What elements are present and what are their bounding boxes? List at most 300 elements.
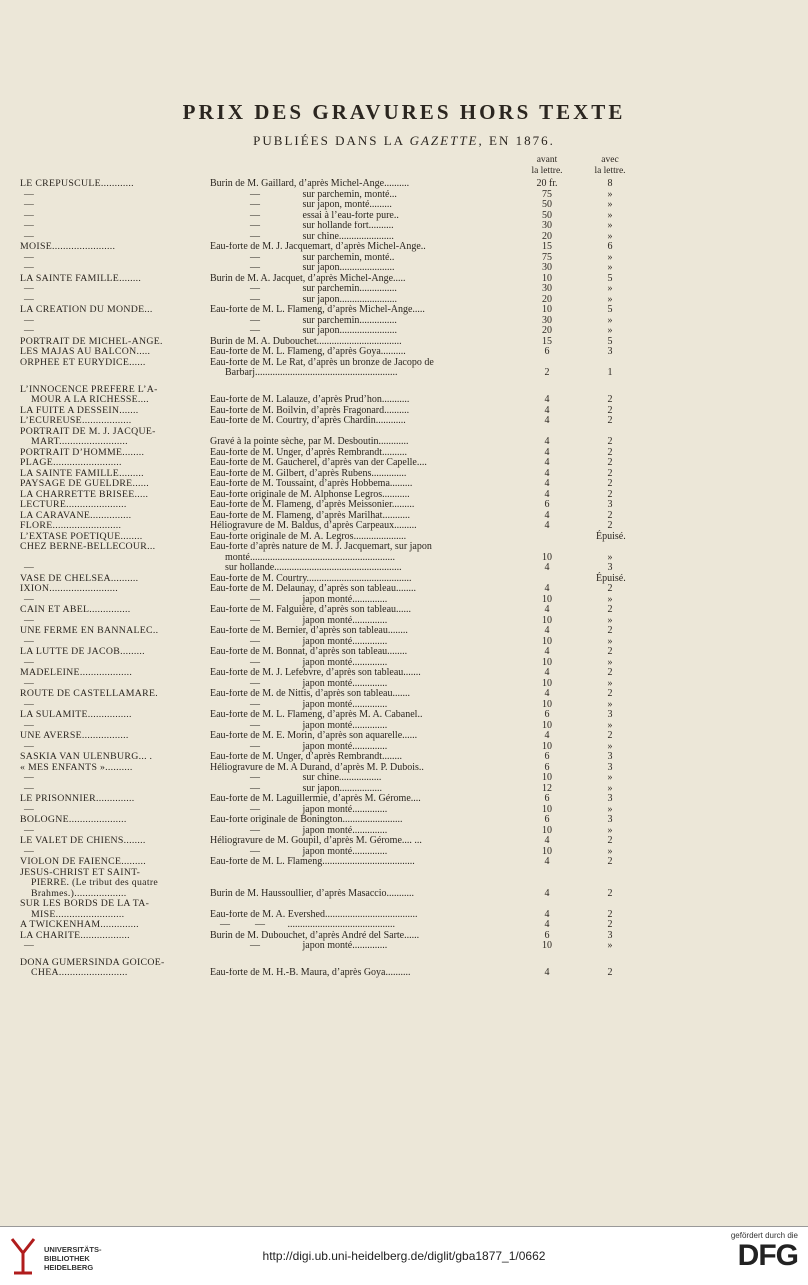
price-avec: 2: [607, 887, 613, 899]
engraving-title: —: [24, 720, 35, 731]
price-avant: 10: [542, 772, 552, 783]
engraving-description: Héliogravure de M. A Durand, d’après M. P. Dubois..: [210, 762, 424, 773]
price-avec: 3: [607, 709, 613, 720]
price-avec: »: [607, 614, 613, 626]
list-item: [0, 679, 808, 690]
engraving-title: UNE AVERSE.................: [20, 731, 129, 741]
list-item: [0, 211, 808, 222]
engraving-title: MOUR A LA RICHESSE....: [20, 395, 149, 405]
price-avant: 20: [542, 293, 552, 305]
dfg-wordmark: DFG: [737, 1239, 798, 1272]
price-avec: »: [607, 283, 613, 294]
engraving-description: — japon monté..............: [210, 657, 388, 668]
price-avec: 2: [607, 625, 613, 636]
col-avant-text: avant la lettre.: [531, 155, 563, 176]
engraving-description: Barbarj.........................................................: [210, 368, 398, 378]
list-item: [0, 253, 808, 264]
engraving-description: Gravé à la pointe sèche, par M. Desboutin............: [210, 437, 409, 447]
engraving-description: Eau-forte de M. L. Flameng, d’après Michel-Ange.....: [210, 305, 425, 315]
price-avant: 10: [542, 940, 552, 951]
price-avec: 6: [607, 241, 613, 252]
price-avec: 2: [607, 856, 613, 867]
list-item: [0, 458, 808, 469]
price-avec: 2: [607, 730, 613, 741]
engraving-title: L’EXTASE POÉTIQUE........: [20, 531, 143, 542]
price-avec: 2: [607, 394, 613, 405]
price-avant: 2: [544, 367, 550, 378]
engraving-title: MART.........................: [20, 437, 128, 447]
list-item: [0, 232, 808, 243]
engraving-title: —: [24, 699, 35, 710]
price-avant: 4: [544, 667, 550, 678]
engraving-title: LE CRÉPUSCULE............: [20, 179, 134, 189]
list-item: [0, 326, 808, 337]
engraving-title: LE PRISONNIER..............: [20, 794, 135, 804]
engraving-description: Eau-forte de M. de Nittis, d’après son tableau.......: [210, 689, 410, 699]
engraving-title: CHEA.........................: [20, 968, 128, 978]
column-header-avant: [517, 155, 577, 176]
engraving-title: ORPHÉE ET EURYDICE......: [20, 357, 146, 368]
list-item: [0, 511, 808, 522]
list-item: [0, 658, 808, 669]
engraving-description: Eau-forte de M. H.-B. Maura, d’après Goya..........: [210, 968, 411, 978]
engraving-description: Eau-forte de M. Courtry, d’après Chardin............: [210, 416, 406, 426]
price-avant: 30: [542, 314, 552, 326]
list-item: [0, 668, 808, 679]
engraving-description: Eau-forte d’après nature de M. J. Jacquemart, sur japon: [210, 542, 432, 552]
price-avant: 4: [544, 604, 550, 615]
price-avant: 4: [544, 520, 550, 531]
engraving-title: —: [24, 315, 35, 326]
engraving-description: Eau-forte de M. E. Morin, d’après son aquarelle......: [210, 731, 418, 741]
list-item: [0, 221, 808, 232]
price-avant: 6: [544, 751, 550, 762]
list-item: [0, 448, 808, 459]
engraving-description: Eau-forte de M. Flameng, d’après Marilhat...........: [210, 510, 410, 521]
price-list: [0, 179, 808, 979]
engraving-title: MADELEINE...................: [20, 668, 133, 678]
engraving-description: Eau-forte de M. Toussaint, d’après Hobbema.........: [210, 479, 413, 489]
price-avant: 20: [542, 325, 552, 336]
engraving-description: Eau-forte de M. Laguillermie, d’après M. Gérome....: [210, 794, 421, 804]
engraving-title: —: [24, 783, 35, 794]
engraving-title: —: [24, 231, 35, 242]
price-avant: 4: [544, 562, 550, 573]
price-avant: 4: [544, 908, 550, 920]
engraving-title: —: [24, 563, 35, 573]
price-avec: 2: [607, 457, 613, 468]
engraving-title: —: [24, 846, 35, 857]
list-item: [0, 305, 808, 316]
price-avant: 4: [544, 688, 550, 699]
price-avec: »: [607, 656, 613, 668]
engraving-description: — sur japon......................: [210, 263, 395, 273]
price-avant: 12: [542, 782, 552, 794]
list-item: [0, 263, 808, 274]
engraving-title: PORTRAIT DE M. J. JACQUE-: [20, 426, 156, 437]
engraving-description: — essai à l’eau-forte pure..: [210, 210, 399, 221]
engraving-description: Eau-forte de M. Flameng, d’après Meissonier.........: [210, 500, 415, 510]
engraving-title: LA CHARRETTE BRISÉE.....: [20, 489, 149, 500]
engraving-title: —: [24, 294, 35, 305]
price-avant: 6: [544, 814, 550, 825]
engraving-title: —: [24, 189, 35, 200]
list-item: [0, 479, 808, 490]
engraving-title: —: [24, 941, 35, 951]
price-avec: 3: [607, 346, 613, 357]
engraving-title: SUR LES BORDS DE LA TA-: [20, 899, 150, 909]
engraving-title: —: [24, 594, 35, 605]
price-avec: 2: [607, 688, 613, 699]
engraving-title: —: [24, 210, 35, 221]
list-item: [0, 647, 808, 658]
price-avec: »: [607, 199, 613, 210]
price-avec: »: [607, 325, 613, 336]
engraving-description: — japon monté..............: [210, 804, 388, 815]
list-item: [0, 742, 808, 753]
price-avec: »: [607, 940, 613, 951]
price-avant: 10: [542, 803, 552, 815]
engraving-title: —: [24, 615, 35, 626]
source-url-link[interactable]: http://digi.ub.uni-heidelberg.de/diglit/gba1877_1/0662: [262, 1249, 546, 1263]
price-avant: 4: [544, 509, 550, 521]
engraving-description: Eau-forte de M. Gilbert, d’après Rubens..............: [210, 468, 407, 479]
engraving-title: LA SAINTE FAMILLE.........: [20, 468, 144, 479]
price-avec: »: [607, 772, 613, 783]
price-avant: 15: [542, 241, 552, 252]
list-item: [0, 521, 808, 532]
price-avec: 2: [607, 520, 613, 531]
engraving-title: CHEZ BERNE-BELLECOUR...: [20, 542, 156, 552]
engraving-title: LE VALET DE CHIENS........: [20, 836, 146, 846]
engraving-title: VASE DE CHELSEA..........: [20, 573, 139, 584]
engraving-description: — sur parchemin...............: [210, 284, 397, 294]
list-item: [0, 968, 808, 979]
list-item: [0, 931, 808, 942]
footer-bar: [0, 1226, 808, 1285]
price-avec: »: [607, 677, 613, 689]
price-avant: 6: [544, 793, 550, 804]
engraving-title: FLORE.........................: [20, 521, 122, 531]
engraving-title: VIOLON DE FAÏENCE.........: [20, 857, 146, 867]
list-item: [0, 689, 808, 700]
price-avec: »: [607, 209, 613, 221]
col-avec-text: avec la lettre.: [594, 155, 626, 176]
price-avant: 75: [542, 188, 552, 200]
price-avec: 3: [607, 562, 613, 573]
engraving-title: LA LUTTE DE JACOB.........: [20, 647, 145, 657]
engraving-title: LA CARAVANE...............: [20, 510, 132, 521]
list-item: [0, 595, 808, 606]
engraving-description: — sur japon.................: [210, 783, 382, 794]
list-item: [0, 385, 808, 396]
engraving-description: Eau-forte de M. Courtry..........................................: [210, 573, 412, 584]
engraving-description: Eau-forte originale de M. Alphonse Legros...........: [210, 489, 410, 500]
list-item: [0, 868, 808, 879]
engraving-description: Eau-forte de M. Unger, d’après Rembrandt..........: [210, 447, 408, 458]
engraving-title: —: [24, 263, 35, 273]
page-subtitle: [0, 133, 808, 149]
price-avec: 2: [607, 583, 613, 594]
engraving-title: —: [24, 284, 35, 294]
engraving-title: —: [24, 678, 35, 689]
engraving-title: LECTURE......................: [20, 500, 127, 510]
engraving-description: Héliogravure de M. Baldus, d’après Carpeaux.........: [210, 521, 417, 531]
price-avec: »: [607, 845, 613, 857]
list-item: [0, 200, 808, 211]
engraving-description: Burin de M. Gaillard, d’après Michel-Ange..........: [210, 179, 410, 189]
price-avant: 4: [544, 436, 550, 447]
engraving-title: DONA GUMERSINDA GOICOE-: [20, 957, 165, 968]
list-item: [0, 889, 808, 900]
list-item: [0, 316, 808, 327]
price-avec: Épuisé.: [596, 572, 626, 584]
list-item: [0, 794, 808, 805]
list-item: [0, 878, 808, 889]
price-avant: 4: [544, 488, 550, 500]
engraving-title: PLAGE.........................: [20, 458, 122, 468]
price-avec: 8: [607, 178, 613, 189]
engraving-description: Eau-forte de M. L. Flameng, d’après M. A. Cabanel..: [210, 710, 423, 720]
engraving-description: — japon monté..............: [210, 741, 388, 752]
price-avec: 2: [607, 667, 613, 678]
price-avant: 20: [542, 230, 552, 242]
price-avec: 3: [607, 793, 613, 804]
engraving-description: Eau-forte originale de M. A. Legros.....................: [210, 531, 407, 542]
price-avant: 50: [542, 199, 552, 210]
engraving-description: Eau-forte originale de Bonington........................: [210, 815, 403, 825]
subtitle-italic: GAZETTE,: [409, 133, 484, 148]
price-avant: 4: [544, 404, 550, 416]
price-avant: 4: [544, 415, 550, 426]
engraving-title: MOISE.......................: [20, 242, 116, 252]
list-item: [0, 437, 808, 448]
list-item: [0, 805, 808, 816]
list-item: [0, 710, 808, 721]
engraving-title: —: [24, 221, 35, 231]
engraving-title: L’INNOCENCE PRÉFÈRE L’A-: [20, 384, 158, 395]
engraving-title: « MES ENFANTS »..........: [20, 762, 133, 773]
list-item: [0, 941, 808, 952]
price-avant: 4: [544, 919, 550, 930]
list-item: [0, 347, 808, 358]
price-avec: »: [607, 740, 613, 752]
engraving-description: Eau-forte de M. Delaunay, d’après son tableau........: [210, 584, 416, 594]
price-avec: 2: [607, 967, 613, 978]
engraving-description: sur hollande...................................................: [210, 563, 402, 573]
engraving-description: — japon monté..............: [210, 615, 388, 626]
engraving-title: —: [24, 804, 35, 815]
price-avant: 10: [542, 677, 552, 689]
price-avant: 4: [544, 478, 550, 489]
uni-line-2: BIBLIOTHEK: [44, 1254, 90, 1263]
price-avant: 6: [544, 929, 550, 941]
price-avec: »: [607, 698, 613, 710]
list-item: [0, 563, 808, 574]
list-item: [0, 721, 808, 732]
list-item: [0, 284, 808, 295]
price-avec: 5: [607, 272, 613, 284]
price-avant: 10: [542, 824, 552, 836]
list-item: [0, 847, 808, 858]
list-item: [0, 616, 808, 627]
price-avant: 10: [542, 719, 552, 731]
page-title: PRIX DES GRAVURES HORS TEXTE: [182, 100, 626, 124]
list-item: [0, 500, 808, 511]
engraving-description: — japon monté..............: [210, 636, 388, 647]
engraving-description: — sur hollande fort..........: [210, 221, 394, 231]
price-avec: 3: [607, 814, 613, 825]
price-avec: »: [607, 782, 613, 794]
price-avec: »: [607, 188, 613, 200]
list-item: [0, 553, 808, 564]
list-item: [0, 532, 808, 543]
price-avant: 4: [544, 394, 550, 405]
engraving-description: Eau-forte de M. Boilvin, d’après Fragonard..........: [210, 405, 410, 416]
list-item: [0, 542, 808, 553]
price-avant: 10: [542, 304, 552, 315]
price-avec: Épuisé.: [596, 530, 626, 542]
price-avant: 30: [542, 220, 552, 231]
engraving-title: LA SAINTE FAMILLE........: [20, 273, 142, 284]
price-avec: 2: [607, 919, 613, 930]
price-avec: »: [607, 803, 613, 815]
engraving-title: LA CRÉATION DU MONDE...: [20, 305, 153, 315]
price-avant: 4: [544, 887, 550, 899]
price-avec: 2: [607, 467, 613, 479]
list-item: [0, 763, 808, 774]
list-item: [0, 274, 808, 285]
price-avec: 2: [607, 488, 613, 500]
engraving-title: LA SULAMITE................: [20, 710, 132, 720]
price-avant: 10: [542, 656, 552, 668]
price-avant: 4: [544, 967, 550, 978]
list-item: [0, 826, 808, 837]
dfg-logo[interactable]: [688, 1231, 798, 1281]
engraving-description: — japon monté..............: [210, 594, 388, 605]
engraving-title: Brahmes.)...................: [20, 888, 127, 899]
price-avec: »: [607, 593, 613, 605]
engraving-description: — japon monté..............: [210, 825, 388, 836]
list-item: [0, 179, 808, 190]
list-item: [0, 584, 808, 595]
engraving-description: Burin de M. Haussoullier, d’après Masaccio...........: [210, 888, 414, 899]
engraving-description: — sur parchemin, monté...: [210, 189, 397, 200]
list-item: [0, 857, 808, 868]
price-avant: 10: [542, 740, 552, 752]
price-avant: 4: [544, 446, 550, 458]
engraving-title: —: [24, 200, 35, 210]
price-avec: 2: [607, 436, 613, 447]
price-avec: 2: [607, 415, 613, 426]
price-avant: 10: [542, 551, 552, 563]
engraving-description: Eau-forte de M. Unger, d’après Rembrandt........: [210, 752, 403, 762]
engraving-title: PORTRAIT DE MICHEL-ANGE.: [20, 336, 163, 347]
price-avec: 2: [607, 604, 613, 615]
price-avant: 10: [542, 614, 552, 626]
subtitle-suffix: EN 1876.: [489, 133, 555, 148]
list-item: [0, 731, 808, 742]
engraving-description: Burin de M. A. Jacquet, d’après Michel-Ange.....: [210, 273, 406, 284]
engraving-title: —: [24, 636, 35, 647]
engraving-description: — sur parchemin, monté..: [210, 252, 395, 263]
list-item: [0, 958, 808, 969]
price-avant: 75: [542, 251, 552, 263]
price-avant: 20 fr.: [536, 178, 558, 189]
price-avant: 4: [544, 625, 550, 636]
engraving-title: —: [24, 657, 35, 668]
list-item: [0, 784, 808, 795]
price-avant: 10: [542, 593, 552, 605]
list-item: [0, 773, 808, 784]
price-avant: 6: [544, 346, 550, 357]
engraving-title: PAYSAGE DE GUELDRE......: [20, 479, 149, 489]
engraving-description: — sur japon, monté.........: [210, 200, 392, 210]
price-avant: 50: [542, 209, 552, 221]
engraving-description: — sur japon.......................: [210, 326, 397, 336]
price-avec: 3: [607, 751, 613, 762]
engraving-description: Eau-forte de M. J. Jacquemart, d’après Michel-Ange..: [210, 242, 426, 252]
engraving-title: —: [24, 741, 35, 752]
price-avec: »: [607, 230, 613, 242]
engraving-title: ROUTE DE CASTELLAMARE.: [20, 689, 159, 699]
price-avec: 2: [607, 908, 613, 920]
price-avec: 2: [607, 446, 613, 458]
engraving-description: Eau-forte de M. Lalauze, d’après Prud’hon...........: [210, 395, 410, 405]
list-item: [0, 626, 808, 637]
list-item: [0, 368, 808, 379]
list-item: [0, 242, 808, 253]
engraving-description: — sur japon.......................: [210, 294, 397, 305]
price-avant: 4: [544, 646, 550, 657]
engraving-description: — japon monté..............: [210, 720, 388, 731]
price-avant: 4: [544, 730, 550, 741]
list-item: [0, 190, 808, 201]
price-avant: 6: [544, 761, 550, 773]
dfg-caption: gefördert durch die: [730, 1231, 798, 1240]
engraving-description: — — ...........................................: [210, 920, 395, 930]
price-avec: »: [607, 635, 613, 647]
engraving-title: LES MAJAS AU BALCON.....: [20, 347, 151, 357]
engraving-title: LA CHARITÉ..................: [20, 930, 130, 941]
engraving-title: BOLOGNE.....................: [20, 815, 127, 825]
engraving-description: Héliogravure de M. Goupil, d’après M. Gérome.... ...: [210, 836, 422, 846]
subtitle-prefix: PUBLIÉES DANS LA: [253, 133, 405, 148]
engraving-title: L’ÉCUREUSE..................: [20, 416, 132, 426]
engraving-description: Eau-forte de M. A. Evershed.....................................: [210, 909, 418, 920]
list-item: [0, 358, 808, 369]
list-item: [0, 574, 808, 585]
list-item: [0, 427, 808, 438]
engraving-description: — japon monté..............: [210, 941, 388, 951]
engraving-description: — japon monté..............: [210, 846, 388, 857]
engraving-title: PORTRAIT D’HOMME........: [20, 447, 145, 458]
price-avant: 10: [542, 635, 552, 647]
price-avant: 10: [542, 845, 552, 857]
price-avec: »: [607, 262, 613, 273]
price-avec: 2: [607, 478, 613, 489]
list-item: [0, 395, 808, 406]
uni-line-1: UNIVERSITÄTS-: [44, 1245, 102, 1254]
price-avec: »: [607, 824, 613, 836]
price-avec: 2: [607, 404, 613, 416]
engraving-description: — sur parchemin...............: [210, 315, 397, 326]
engraving-title: LA FUITE A DESSEIN.......: [20, 405, 139, 416]
price-avant: 4: [544, 835, 550, 846]
list-item: [0, 469, 808, 480]
price-avec: »: [607, 220, 613, 231]
price-avant: 4: [544, 856, 550, 867]
